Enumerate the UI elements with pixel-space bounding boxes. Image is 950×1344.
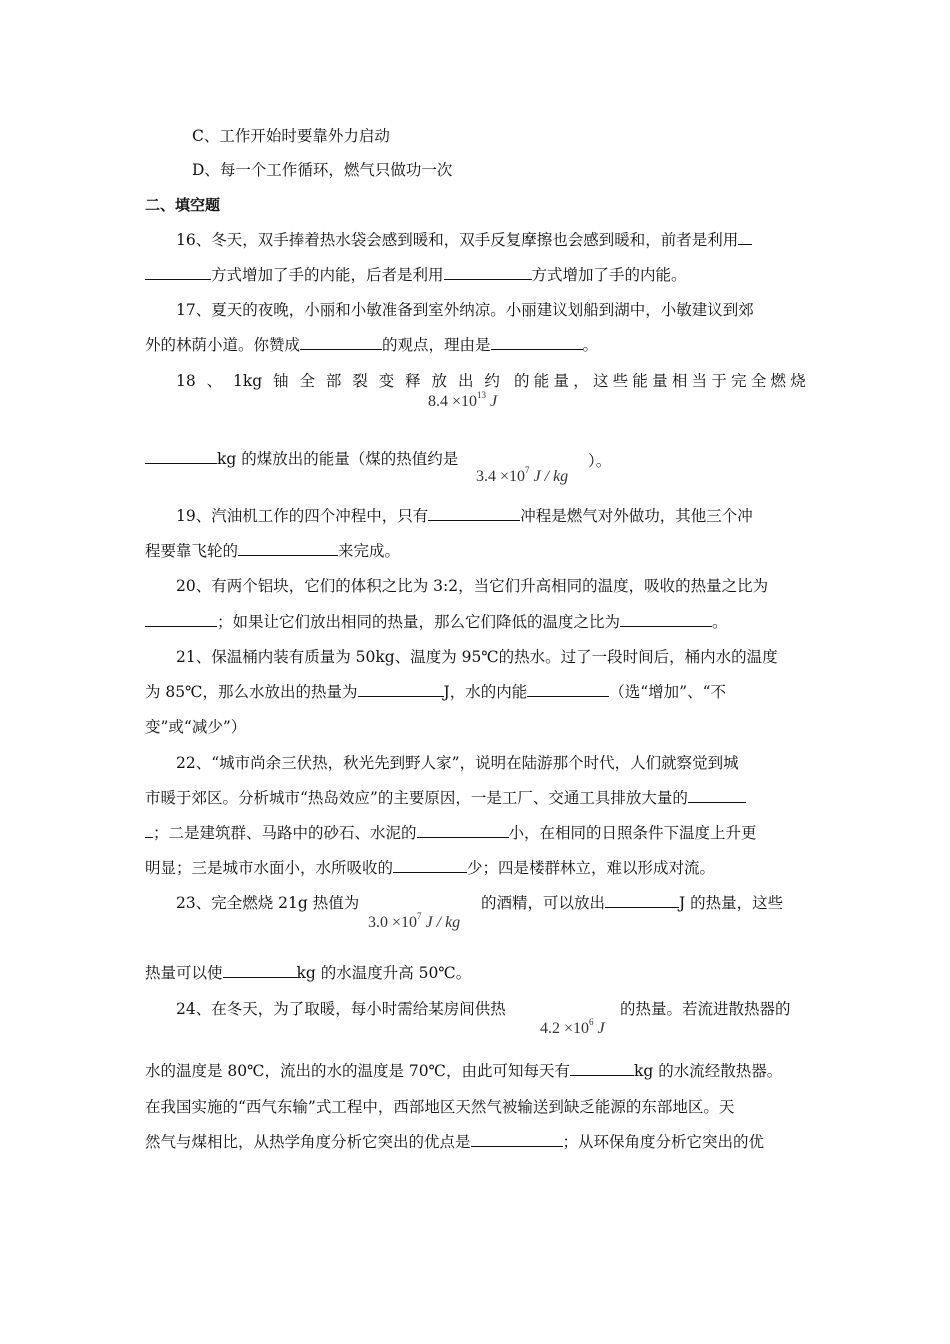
q18-formula-energy: [428, 384, 497, 413]
q18-word: 量: [553, 372, 569, 390]
q19-blank-1[interactable]: [428, 505, 520, 521]
q18-word: 全: [750, 372, 767, 390]
q18-closing: ）。: [588, 452, 612, 470]
q24-text-3: 然气与煤相比，从热学角度分析它突出的优点是: [145, 1133, 471, 1151]
question-24-part2: 的热量。若流进散热器的: [620, 1000, 791, 1018]
q18-word: 1kg: [233, 372, 263, 390]
q18-word: 放: [431, 372, 448, 390]
q18-word: 变: [378, 372, 395, 390]
q24-text-4: ；从环保角度分析它突出的优: [562, 1133, 765, 1151]
q24-blank-1[interactable]: [570, 1060, 634, 1076]
q23-blank-1[interactable]: [605, 892, 679, 908]
q18-word: 铀: [273, 372, 289, 390]
question-17: 17、夏天的夜晚，小丽和小敏准备到室外纳凉。小丽建议划船到湖中，小敏建议到郊: [176, 301, 754, 319]
q19-blank-2[interactable]: [238, 540, 338, 556]
q23-text-2: J 的热量，这些: [679, 894, 784, 912]
q23-text-3: 热量可以使: [145, 964, 223, 982]
q20-text-1: ；如果让它们放出相同的热量，那么它们降低的温度之比为: [217, 613, 621, 631]
q20-blank-2[interactable]: [620, 611, 712, 627]
q18-text: kg 的煤放出的能量（煤的热值约是: [217, 450, 459, 468]
q23-formula-base: 3.0 ×10: [368, 914, 418, 931]
q22-text-2: ；二是建筑群、马路中的砂石、水泥的: [153, 824, 417, 842]
question-23-part1: 23、完全燃烧 21g 热值为: [176, 894, 360, 912]
q18-word: 这: [592, 372, 609, 390]
q18-word: 能: [533, 372, 550, 390]
q24-formula-base: 4.2 ×10: [540, 1020, 590, 1037]
q23-blank-2[interactable]: [223, 962, 297, 978]
q18-word: 出: [457, 372, 474, 390]
q18-formula2-exp: 7: [525, 465, 530, 475]
q18-word: 于: [711, 372, 727, 390]
question-21: 21、保温桶内装有质量为 50kg、温度为 95℃的热水。过了一段时间后，桶内水的温度: [176, 648, 778, 666]
question-22-line2: [145, 787, 746, 809]
q17-blank-2[interactable]: [491, 334, 583, 350]
q23-formula-unit: J / kg: [425, 914, 461, 931]
q18-blank[interactable]: [145, 448, 217, 464]
q18-word: ，: [573, 372, 589, 390]
option-d: D、每一个工作循环，燃气只做功一次: [192, 161, 453, 179]
question-24-line2: [145, 1060, 782, 1082]
q16-text: 16、冬天，双手捧着热水袋会感到暖和，双手反复摩擦也会感到暖和，前者是利用: [176, 231, 739, 249]
q21-text-3: （选“增加”、“不: [609, 683, 726, 701]
question-24-line3: 在我国实施的“西气东输”式工程中，西部地区天然气被输送到缺乏能源的东部地区。天: [145, 1098, 735, 1116]
q24-text-1: 水的温度是 80℃，流出的水的温度是 70℃，由此可知每天有: [145, 1062, 570, 1080]
q24-blank-2[interactable]: [471, 1131, 563, 1147]
q18-word: 18: [176, 372, 196, 390]
q16-blank-1a[interactable]: [738, 229, 752, 245]
q17-blank-1[interactable]: [300, 334, 382, 350]
question-20-line2: [145, 611, 728, 633]
q21-text-1: 为 85℃，那么水放出的热量为: [145, 683, 358, 701]
question-19-line2: [145, 540, 400, 562]
q18-formula-exp: 13: [477, 390, 487, 400]
q22-blank-1a[interactable]: [688, 787, 746, 803]
q18-formula2-base: 3.4 ×10: [476, 468, 526, 485]
q18-word: 的: [514, 372, 530, 390]
question-21-line3: 变”或“减少”）: [145, 718, 247, 736]
q16-blank-2[interactable]: [444, 264, 532, 280]
q21-text-2: J，水的内能: [443, 683, 528, 701]
question-24-line4: [145, 1131, 764, 1153]
question-16-line2: [145, 264, 687, 286]
q19-text-1: 19、汽油机工作的四个冲程中，只有: [176, 507, 429, 525]
q18-word: 能: [632, 372, 648, 390]
q19-text-4: 来完成。: [338, 542, 401, 560]
option-c: C、工作开始时要靠外力启动: [192, 127, 390, 145]
q19-text-2: 冲程是燃气对外做功，其他三个冲: [520, 507, 753, 525]
q19-text-3: 程要靠飞轮的: [145, 542, 239, 560]
q16-blank-1b[interactable]: [145, 264, 211, 280]
q22-blank-1b[interactable]: [145, 822, 153, 838]
q18-word: 烧: [790, 372, 806, 390]
question-20: 20、有两个铝块，它们的体积之比为 3:2，当它们升高相同的温度，吸收的热量之比为: [176, 577, 769, 595]
question-23-line2: [145, 962, 471, 984]
q16-text-2: 方式增加了手的内能，后者是利用: [211, 266, 444, 284]
q18-formula-heat-value: [476, 459, 568, 488]
question-16: [176, 229, 752, 251]
q21-blank-2[interactable]: [527, 681, 609, 697]
q18-word: 全: [299, 372, 316, 390]
q21-blank-1[interactable]: [358, 681, 444, 697]
q24-formula-unit: J: [597, 1020, 605, 1037]
q18-formula-unit: J: [490, 393, 498, 410]
q18-formula2-unit: J / kg: [533, 468, 569, 485]
question-17-line2: [145, 334, 598, 356]
q18-word: 部: [325, 372, 342, 390]
q17-text-2: 的观点，理由是: [382, 336, 491, 354]
question-21-line2: [145, 681, 726, 703]
question-18-part2: [514, 370, 806, 392]
q18-word: 约: [484, 372, 500, 390]
q17-text-1: 外的林荫小道。你赞成: [145, 336, 301, 354]
q16-text-3: 方式增加了手的内能。: [531, 266, 687, 284]
question-19: [176, 505, 753, 527]
question-22: 22、“城市尚余三伏热，秋光先到野人家”，说明在陆游那个时代，人们就察觉到城: [176, 754, 739, 772]
q17-text-3: 。: [582, 336, 599, 354]
question-23-part2: [481, 892, 783, 914]
section-title: 二、填空题: [145, 196, 221, 214]
q23-text-1: 的酒精，可以放出: [481, 894, 606, 912]
q18-formula-base: 8.4 ×10: [428, 393, 478, 410]
q23-text-4: kg 的水温度升高 50℃。: [296, 964, 472, 982]
q20-blank-1[interactable]: [145, 611, 217, 627]
question-22-line4: [145, 857, 715, 879]
q18-word: 燃: [770, 372, 787, 390]
q23-formula: [368, 905, 460, 934]
q22-blank-3[interactable]: [393, 857, 467, 873]
q18-word: 些: [612, 372, 629, 390]
q18-word: 裂: [352, 372, 368, 390]
q18-word: 完: [731, 372, 747, 390]
q22-text-1: 市暖于郊区。分析城市“热岛效应”的主要原因，一是工厂、交通工具排放大量的: [145, 789, 688, 807]
question-24-part1: 24、在冬天，为了取暖，每小时需给某房间供热: [176, 1000, 506, 1018]
q18-word: 相: [671, 372, 688, 390]
question-22-line3: [145, 822, 757, 844]
q24-formula: [540, 1011, 605, 1040]
q22-text-5: 少；四是楼群林立，难以形成对流。: [467, 859, 716, 877]
q18-word: 量: [652, 372, 668, 390]
q24-formula-exp: 6: [589, 1017, 594, 1027]
q18-word: 、: [206, 372, 223, 390]
q22-text-3: 小，在相同的日照条件下温度上升更: [508, 824, 757, 842]
q24-text-2: kg 的水流经散热器。: [633, 1062, 783, 1080]
q20-text-2: 。: [712, 613, 728, 631]
q18-word: 当: [691, 372, 708, 390]
q23-formula-exp: 7: [417, 911, 422, 921]
question-18-line2: [145, 448, 458, 470]
q18-word: 释: [405, 372, 421, 390]
q22-blank-2[interactable]: [417, 822, 509, 838]
q22-text-4: 明显；三是城市水面小，水所吸收的: [145, 859, 394, 877]
